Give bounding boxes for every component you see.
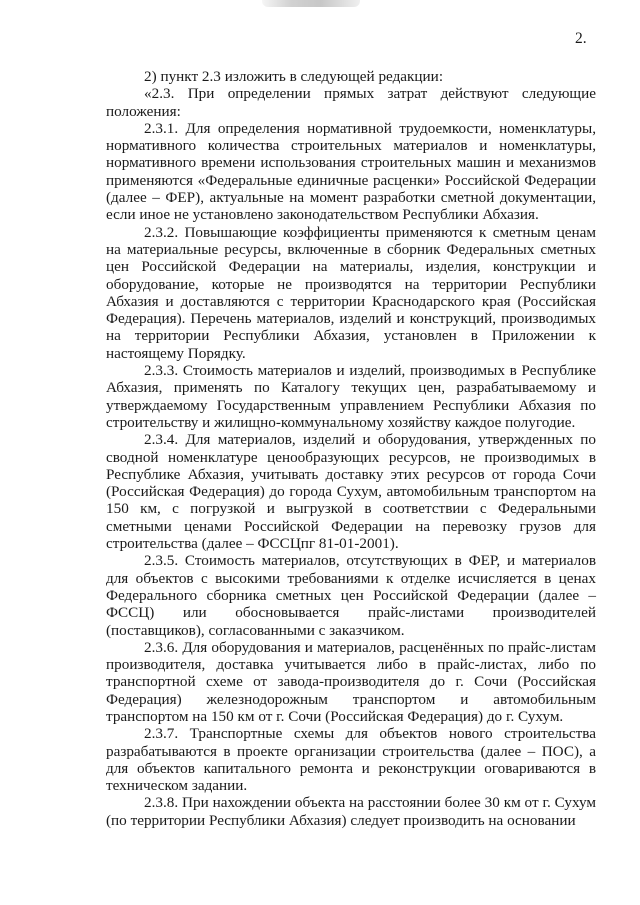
document-body: [106, 68, 596, 829]
clause-2-3-8: 2.3.8. При нахождении объекта на расстоянии более 30 км от г. Сухум (по территории Республики Абхазия) следует производить на основании: [106, 794, 596, 829]
clause-2-3-6: 2.3.6. Для оборудования и материалов, расценённых по прайс-листам производителя, доставка учитывается либо в прайс-листах, либо по транспортной схеме от завода-производителя до г. Сочи (Российская Федерация) железнодорожным транспортом и автомобильным транспортом на 150 км от г. Сочи (Российская Федерация) до г. Сухум.: [106, 638, 596, 725]
page-number: 2.: [575, 30, 587, 47]
clause-2-3-5: 2.3.5. Стоимость материалов, отсутствующих в ФЕР, и материалов для объектов с высокими требованиями к отделке исчисляется в ценах Федерального сборника сметных цен Российской Федерации (далее – ФССЦ) или обосновывается прайс-листами производителей (поставщиков), согласованными с заказчиком.: [106, 552, 596, 639]
clause-2-3-7: 2.3.7. Транспортные схемы для объектов нового строительства разрабатываются в проекте организации строительства (далее – ПОС), а для объектов капитального ремонта и реконструкции оговариваются в техническом задании.: [106, 725, 596, 795]
clause-2-3-heading: «2.3. При определении прямых затрат действуют следующие положения:: [106, 85, 596, 120]
clause-2-3-2: 2.3.2. Повышающие коэффициенты применяются к сметным ценам на материальные ресурсы, включенные в сборник Федеральных сметных цен Российской Федерации на материалы, изделия, конструкции и оборудование, которые не производятся на территории Республики Абхазия и доставляются с территории Краснодарского края (Российская Федерация). Перечень материалов, изделий и конструкций, производимых на территории Республики Абхазия, установлен в Приложении к настоящему Порядку.: [106, 223, 596, 362]
clause-2-3-1: 2.3.1. Для определения нормативной трудоемкости, номенклатуры, нормативного количества строительных материалов и номенклатуры, нормативного времени использования строительных машин и механизмов применяются «Федеральные единичные расценки» Российской Федерации (далее – ФЕР), актуальные на момент разработки сметной документации, если иное не установлено законодательством Республики Абхазия.: [106, 119, 596, 224]
scan-artifact: [262, 0, 360, 7]
clause-2-3-3: 2.3.3. Стоимость материалов и изделий, производимых в Республике Абхазия, применять по Каталогу текущих цен, разрабатываемому и утверждаемому Государственным управлением Республики Абхазия по строительству и жилищно-коммунальному хозяйству каждое полугодие.: [106, 362, 596, 431]
clause-2-3-4: 2.3.4. Для материалов, изделий и оборудования, утвержденных по сводной номенклатуре ценообразующих ресурсов, не производимых в Республике Абхазия, учитывать доставку этих ресурсов от города Сочи (Российская Федерация) до города Сухум, автомобильным транспортом на 150 км, с погрузкой и выгрузкой в соответствии с Федеральными сметными ценами Российской Федерации на перевозку грузов для строительства (далее – ФССЦпг 81-01-2001).: [106, 431, 596, 553]
amendment-intro: 2) пункт 2.3 изложить в следующей редакции:: [144, 68, 444, 85]
